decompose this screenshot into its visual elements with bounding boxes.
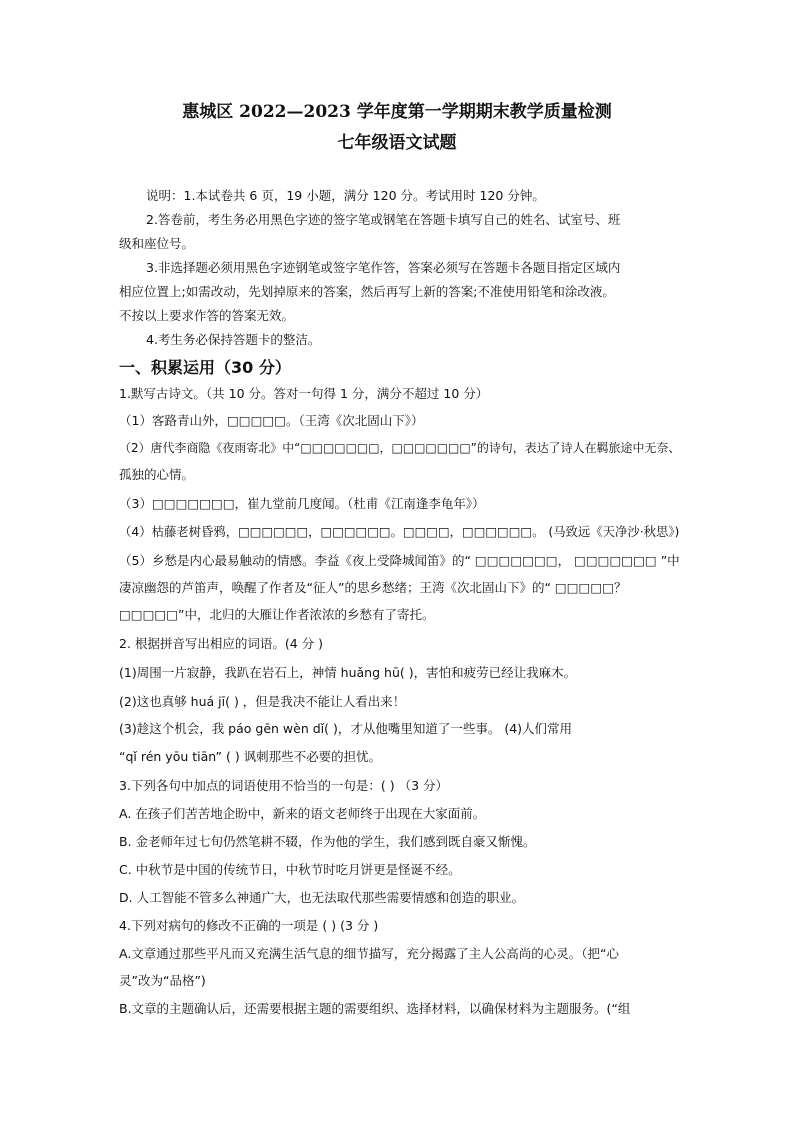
q1-sub3: （3）□□□□□□□，崔九堂前几度闻。（杜甫《江南逢李龟年》） xyxy=(119,496,485,511)
instruction-4: 4.考生务必保持答题卡的整洁。 xyxy=(146,332,321,347)
q3-option-d: D. 人工智能不管多么神通广大，也无法取代那些需要情感和创造的职业。 xyxy=(119,890,525,905)
q2-part4: “qǐ rén yōu tiān” ( ) 讽刺那些不必要的担忧。 xyxy=(119,749,382,764)
q1-sub5a: （5）乡愁是内心最易触动的情感。李益《夜上受降城闻笛》的“ □□□□□□□， □□□□□□□ ”中 xyxy=(119,553,680,568)
q3-option-c: C. 中秋节是中国的传统节日，中秋节时吃月饼更是怪诞不经。 xyxy=(119,862,461,877)
q4-option-b1: B.文章的主题确认后，还需要根据主题的需要组织、选择材料，以确保材料为主题服务。(“组 xyxy=(119,1001,631,1016)
instruction-2a: 2.答卷前，考生务必用黑色字迹的签字笔或钢笔在答题卡填写自己的姓名、试室号、班 xyxy=(146,212,621,227)
q1-stem: 1.默写古诗文。（共 10 分。答对一句得 1 分，满分不超过 10 分） xyxy=(119,386,489,401)
q3-option-b: B. 金老师年过七旬仍然笔耕不辍，作为他的学生，我们感到既自豪又惭愧。 xyxy=(119,834,536,849)
q4-option-a2: 灵”改为“品格”) xyxy=(119,973,206,988)
q2-part2: (2)这也真够 huá jī( ) ，但是我决不能让人看出来！ xyxy=(119,694,406,709)
q2-part1: (1)周围一片寂静，我趴在岩石上，神情 huǎng hū( )，害怕和疲劳已经让我麻木。 xyxy=(119,665,577,680)
q2-part3: (3)趁这个机会，我 páo gēn wèn dǐ( )，才从他嘴里知道了一些事。 (4)人们常用 xyxy=(119,721,573,736)
exam-subtitle: 七年级语文试题 xyxy=(337,133,457,153)
instruction-3a: 3.非选择题必须用黑色字迹钢笔或签字笔作答，答案必须写在答题卡各题目指定区域内 xyxy=(146,260,621,275)
q4-option-a1: A.文章通过那些平凡而又充满生活气息的细节描写，充分揭露了主人公高尚的心灵。（把“心 xyxy=(119,946,620,961)
q4-stem: 4.下列对病句的修改不正确的一项是 ( ) (3 分 ) xyxy=(119,918,379,933)
q1-sub2a: （2）唐代李商隐《夜雨寄北》中“□□□□□□□，□□□□□□□”的诗句，表达了诗人在羁旅途中无奈、 xyxy=(119,441,681,455)
instruction-3c: 不按以上要求作答的答案无效。 xyxy=(119,308,295,323)
q1-sub5c: □□□□□”中，北归的大雁让作者浓浓的乡愁有了寄托。 xyxy=(119,607,435,622)
section-heading: 一、积累运用（30 分） xyxy=(119,358,291,377)
q3-stem: 3.下列各句中加点的词语使用不恰当的一句是：( ) （3 分） xyxy=(119,778,449,793)
q1-sub2b: 孤独的心情。 xyxy=(119,467,195,482)
instruction-3b: 相应位置上;如需改动，先划掉原来的答案，然后再写上新的答案;不准使用铅笔和涂改液。 xyxy=(119,284,615,299)
instruction-2b: 级和座位号。 xyxy=(119,236,195,251)
exam-title: 惠城区 2022—2023 学年度第一学期期末教学质量检测 xyxy=(182,102,612,122)
q3-option-a: A. 在孩子们苦苦地企盼中，新来的语文老师终于出现在大家面前。 xyxy=(119,806,486,821)
instruction-1: 说明：1.本试卷共 6 页，19 小题，满分 120 分。考试用时 120 分钟。 xyxy=(146,188,545,203)
q2-stem: 2. 根据拼音写出相应的词语。(4 分 ) xyxy=(119,636,324,651)
q1-sub1: （1）客路青山外，□□□□□。（王湾《次北固山下》） xyxy=(119,413,424,428)
q1-sub5b: 凄凉幽怨的芦笛声，唤醒了作者及“征人”的思乡愁绪；王湾《次北固山下》的“ □□□□□？ xyxy=(119,580,627,595)
q1-sub4: （4）枯藤老树昏鸦，□□□□□□，□□□□□□。□□□□，□□□□□□。 (马致远《天净沙·秋思》) xyxy=(119,525,680,539)
